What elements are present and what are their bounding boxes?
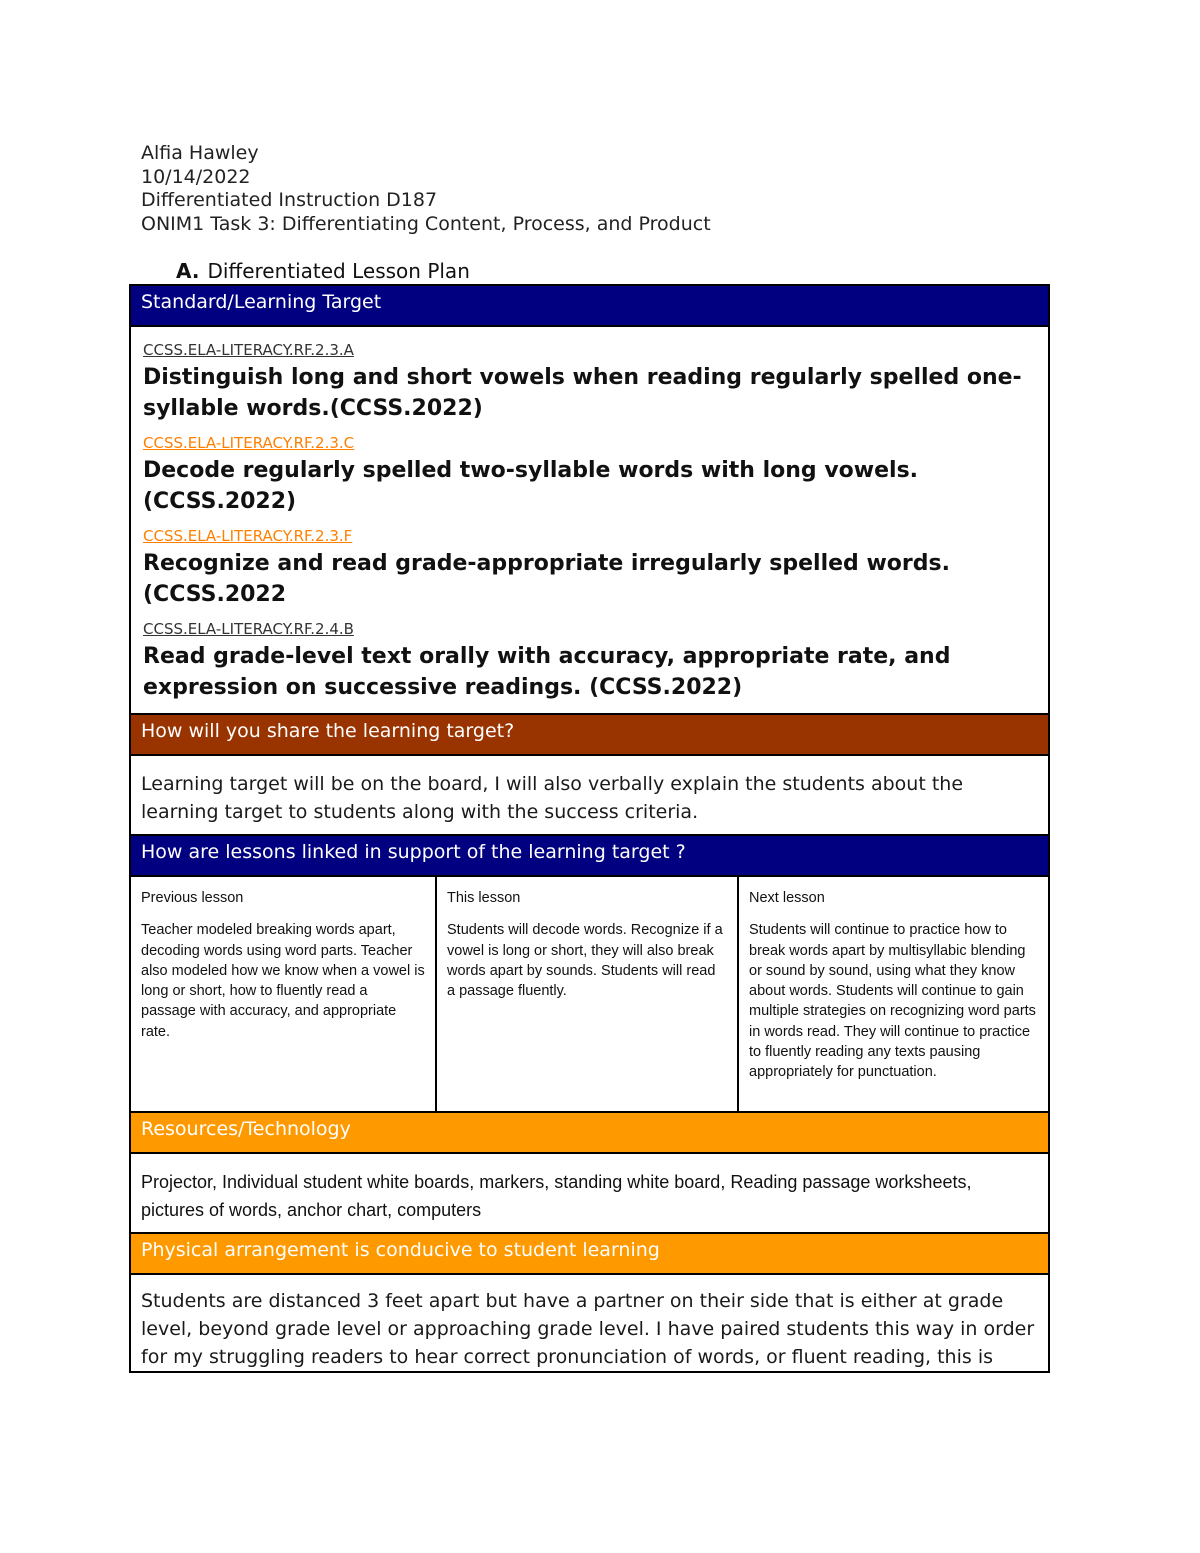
lesson-plan-table	[129, 284, 1050, 1373]
this-lesson-text: Students will decode words. Recognize if a vowel is long or short, they will also break words apart by sounds. Students will read a passage fluently.	[447, 922, 723, 1000]
next-lesson-cell	[738, 876, 1049, 1112]
resources-text: Projector, Individual student white boards, markers, standing white board, Reading passage worksheets, pictures of words, anchor chart, computers	[130, 1153, 1049, 1233]
standard-statement: Read grade-level text orally with accuracy, appropriate rate, and expression on successive readings. (CCSS.2022)	[143, 644, 951, 700]
previous-lesson-label: Previous lesson	[141, 890, 244, 906]
standard-code-link[interactable]: CCSS.ELA-LITERACY.RF.2.4.B	[143, 620, 354, 638]
document-header	[141, 142, 711, 236]
standard-statement: Distinguish long and short vowels when reading regularly spelled one-syllable words.(CCSS.2022)	[143, 365, 1022, 421]
standard-code-link[interactable]: CCSS.ELA-LITERACY.RF.2.3.C	[143, 434, 355, 452]
this-lesson-cell	[436, 876, 738, 1112]
standards-cell	[130, 326, 1049, 714]
standard-statement: Decode regularly spelled two-syllable words with long vowels. (CCSS.2022)	[143, 458, 919, 514]
previous-lesson-text: Teacher modeled breaking words apart, decoding words using word parts. Teacher also modeled how we know when a vowel is long or short, how to fluently read a passage with accuracy, and appropriate rate.	[141, 922, 425, 1040]
this-lesson-label: This lesson	[447, 890, 521, 906]
resources-header: Resources/Technology	[130, 1112, 1049, 1153]
share-text: Learning target will be on the board, I will also verbally explain the students about the learning target to students along with the success criteria.	[130, 755, 1049, 835]
arrangement-text-content: Students are distanced 3 feet apart but have a partner on their side that is either at grade level, beyond grade level or approaching grade level. I have paired students this way in order for my struggling readers to hear correct pronunciation of words, or fluent reading, this is	[141, 1290, 1035, 1368]
section-title: Differentiated Lesson Plan	[207, 259, 470, 283]
share-header: How will you share the learning target?	[130, 714, 1049, 755]
next-lesson-label: Next lesson	[749, 890, 825, 906]
section-letter: A.	[176, 259, 200, 283]
previous-lesson-cell	[130, 876, 436, 1112]
linked-header: How are lessons linked in support of the learning target ?	[130, 835, 1049, 876]
arrangement-header: Physical arrangement is conducive to student learning	[130, 1233, 1049, 1274]
arrangement-text	[130, 1274, 1049, 1372]
standard-header: Standard/Learning Target	[130, 285, 1049, 326]
standard-statement: Recognize and read grade-appropriate irregularly spelled words. (CCSS.2022	[143, 551, 950, 607]
course-name: Differentiated Instruction D187	[141, 189, 438, 211]
section-heading	[176, 259, 470, 283]
next-lesson-text: Students will continue to practice how to break words apart by multisyllabic blending or sound by sound, using what they know about words. Students will continue to gain multiple strategies on recognizing word parts in words read. They will continue to practice to fluently reading any texts pausing appropriately for punctuation.	[749, 922, 1036, 1081]
task-title: ONIM1 Task 3: Differentiating Content, Process, and Product	[141, 212, 711, 235]
standard-code-link[interactable]: CCSS.ELA-LITERACY.RF.2.3.F	[143, 527, 353, 545]
standard-code-link[interactable]: CCSS.ELA-LITERACY.RF.2.3.A	[143, 341, 354, 359]
author-name: Alfia Hawley	[141, 142, 259, 164]
document-date: 10/14/2022	[141, 165, 251, 188]
